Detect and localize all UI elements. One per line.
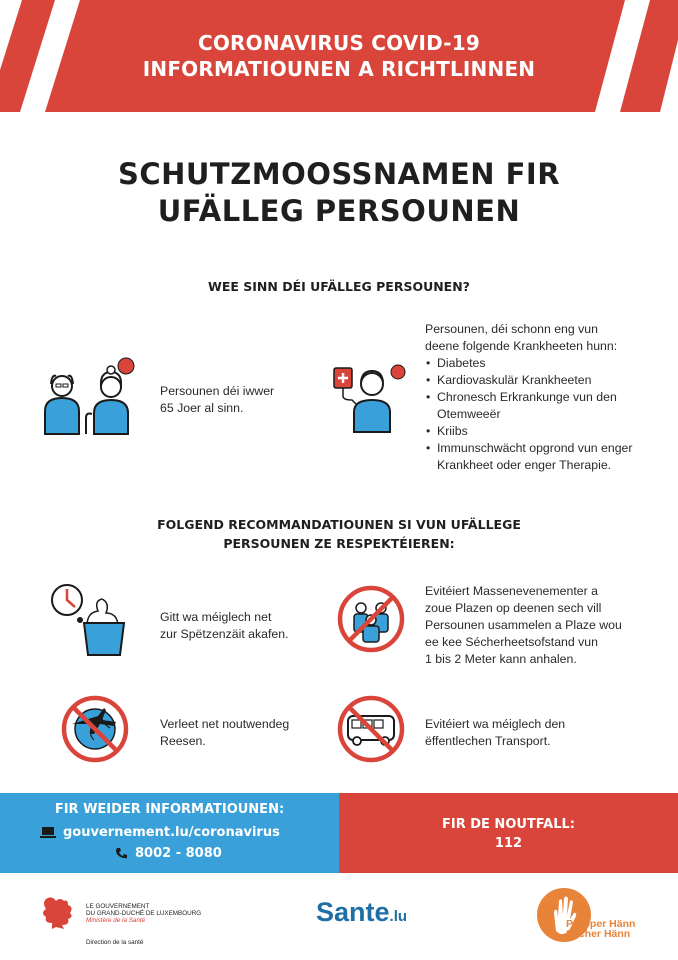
phone-row <box>115 846 222 861</box>
crowds-text-line4: ee kee Sécherheetsofstand vun <box>425 635 598 649</box>
website-row <box>40 825 280 840</box>
sante-logo-text: Sante <box>316 897 390 927</box>
crowds-text-line5: 1 bis 2 Meter kann anhalen. <box>425 652 577 666</box>
list-item <box>425 440 633 474</box>
list-item <box>425 372 633 389</box>
conditions-intro-line2: deene folgende Krankheeten hunn: <box>425 339 618 353</box>
condition-diabetes: Diabetes <box>437 356 486 370</box>
condition-immuno-line1: • Immunschwächt opgrond vun enger <box>437 441 633 455</box>
list-item <box>425 355 633 372</box>
transport-text-line2: ëffentlechen Transport. <box>425 734 551 748</box>
shopping-text <box>160 609 289 643</box>
gov-line2: DU GRAND-DUCHÉ DE LUXEMBOURG <box>86 910 202 917</box>
clock-shopping-bag-icon <box>50 583 132 657</box>
government-logo-text <box>86 903 201 924</box>
elderly-text-line2: 65 Joer al sinn. <box>160 401 244 415</box>
website-link[interactable]: gouvernement.lu/coronavirus <box>63 825 280 840</box>
patient-with-drip-icon <box>332 362 408 434</box>
crowds-text-line2: zoue Plazen op deenen sech vill <box>425 601 602 615</box>
logos-bar <box>0 873 678 960</box>
phone-icon <box>115 847 128 860</box>
crowds-text <box>425 583 622 668</box>
no-crowds-icon <box>336 584 406 654</box>
emergency-footer <box>339 793 678 873</box>
transport-text-line1: Evitéiert wa méiglech den <box>425 717 566 731</box>
conditions-text <box>425 321 633 474</box>
recommendations-heading-line2: PERSOUNEN ZE RESPEKTÉIEREN: <box>223 536 455 551</box>
gov-ministry: Ministère de la Santé <box>86 917 146 924</box>
phone-number[interactable]: 8002 - 8080 <box>135 846 222 861</box>
page-title-line2: UFÄLLEG PERSOUNEN <box>157 194 521 228</box>
elderly-text <box>160 383 274 417</box>
condition-immuno-line2: Krankheet oder enger Therapie. <box>437 458 612 472</box>
condition-cancer: Kriibs <box>437 424 468 438</box>
elderly-text-line1: Persounen déi iwwer <box>160 384 275 398</box>
condition-respiratory-line1: • Chronesch Erkrankunge vun den <box>437 390 617 404</box>
who-heading-text: WEE SINN DÉI UFÄLLEG PERSOUNEN? <box>208 279 470 294</box>
shopping-text-line1: Gitt wa méiglech net <box>160 610 272 624</box>
conditions-list <box>425 355 633 474</box>
crowds-text-line3: Persounen usammelen a Plaze wou <box>425 618 622 632</box>
propper-line1: Pröpper Hänn <box>566 918 636 930</box>
recommendations-heading <box>0 515 678 553</box>
info-footer-title: FIR WEIDER INFORMATIOUNEN: <box>54 802 285 817</box>
info-footer <box>0 793 339 873</box>
sante-logo-suffix: .lu <box>389 908 408 925</box>
elderly-couple-icon <box>42 356 136 436</box>
propper-line2: Sécher Hänn <box>566 928 631 940</box>
no-public-transport-icon <box>336 694 406 764</box>
list-item <box>425 423 633 440</box>
page-title <box>0 156 678 230</box>
sante-logo <box>316 897 407 928</box>
recommendations-heading-line1: FOLGEND RECOMMANDATIOUNEN SI VUN UFÄLLEGE <box>157 517 521 532</box>
gov-direction: Direction de la santé <box>86 939 144 946</box>
banner-title-line1: CORONAVIRUS COVID-19 <box>197 31 481 55</box>
lion-icon <box>38 895 76 931</box>
emergency-number[interactable]: 112 <box>494 836 523 851</box>
banner-title <box>0 30 678 82</box>
condition-respiratory-line2: Otemweeër <box>437 407 501 421</box>
page-title-line1: SCHUTZMOOSSNAMEN FIR <box>117 157 561 191</box>
condition-cardiovascular: Kardiovaskulär Krankheeten <box>437 373 592 387</box>
who-heading <box>0 277 678 296</box>
shopping-text-line2: zur Spëtzenzäit akafen. <box>160 627 289 641</box>
gov-line1: LE GOUVERNEMENT <box>86 903 150 910</box>
travel-text <box>160 716 289 750</box>
header-banner <box>0 0 678 112</box>
crowds-text-line1: Evitéiert Massenevenementer a <box>425 584 598 598</box>
conditions-intro-line1: Persounen, déi schonn eng vun <box>425 322 598 336</box>
no-travel-icon <box>60 694 130 764</box>
travel-text-line1: Verleet net noutwendeg <box>160 717 290 731</box>
banner-title-line2: INFORMATIOUNEN A RICHTLINNEN <box>142 57 536 81</box>
laptop-icon <box>40 826 56 839</box>
emergency-title: FIR DE NOUTFALL: <box>441 817 576 832</box>
propper-haenn-logo <box>566 919 635 939</box>
transport-text <box>425 716 565 750</box>
list-item <box>425 389 633 423</box>
travel-text-line2: Reesen. <box>160 734 206 748</box>
